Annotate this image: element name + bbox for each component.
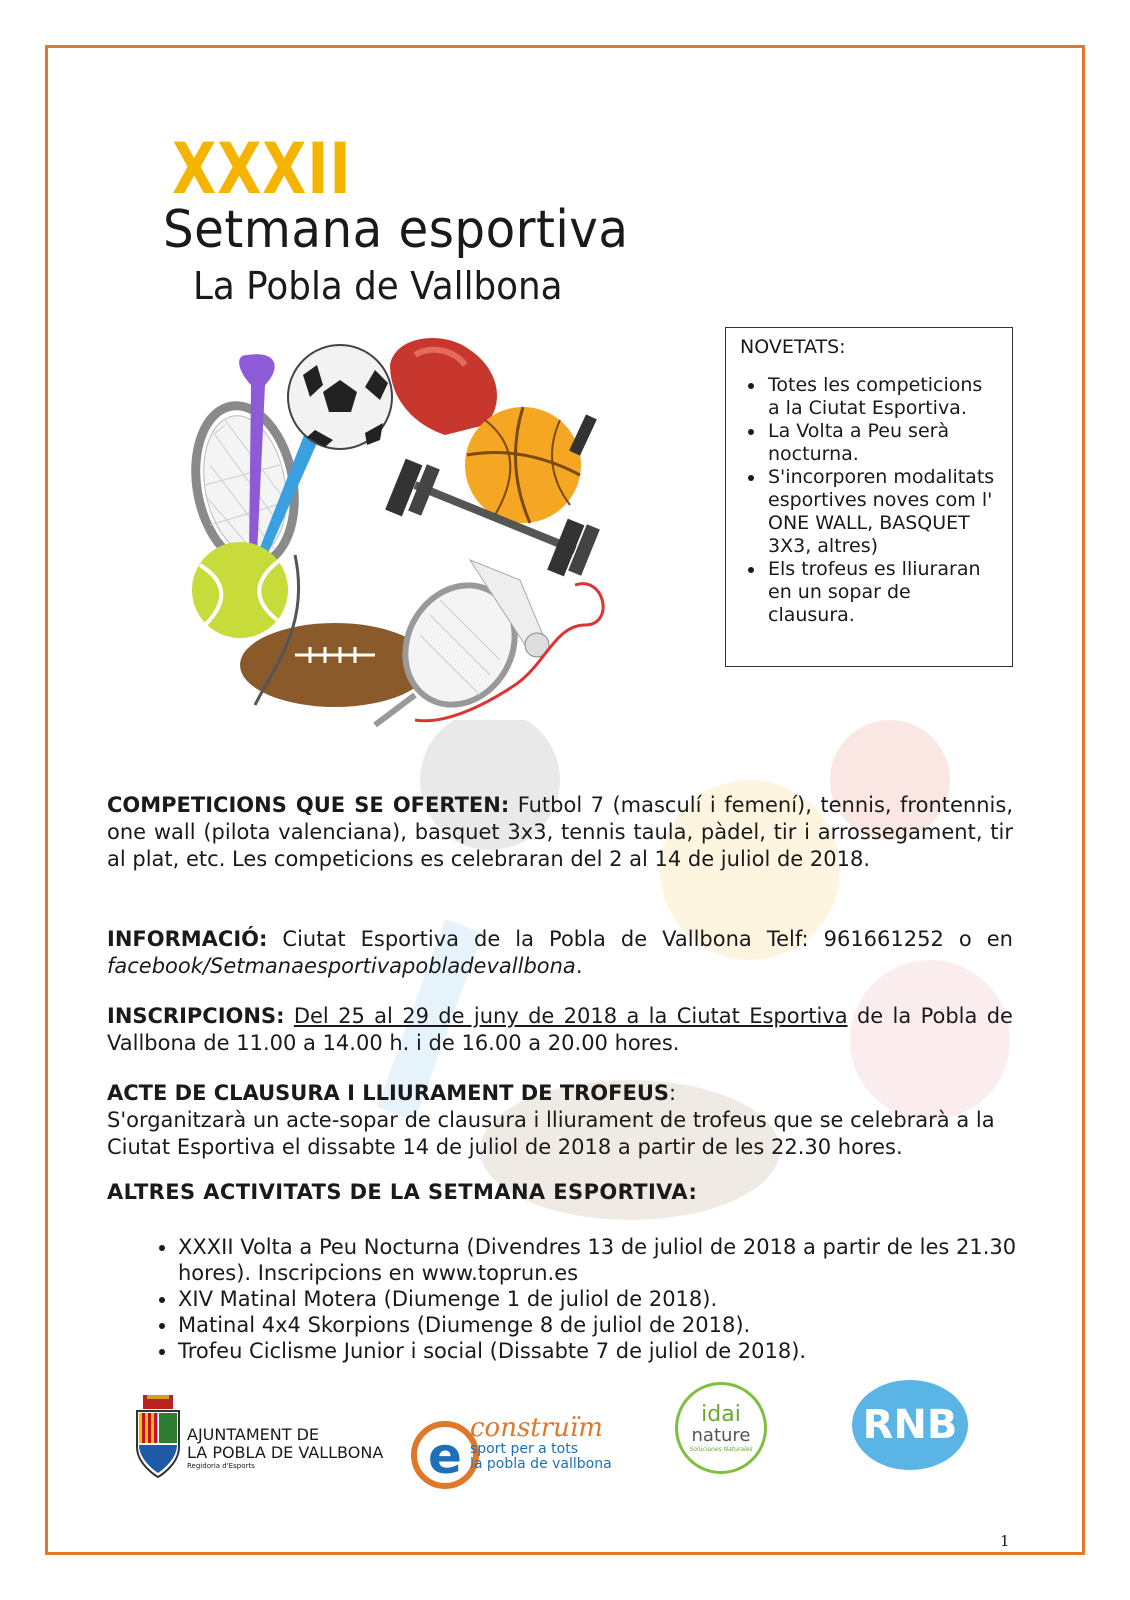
idai-nature-logo xyxy=(675,1382,767,1474)
esport-line2: la pobla de vallbona xyxy=(470,1456,612,1472)
idai-line1: idai xyxy=(701,1402,741,1427)
list-item: • Matinal 4x4 Skorpions (Diumenge 8 de juliol de 2018). xyxy=(178,1312,1038,1338)
inscripcions-text: de la Pobla de Vallbona de 11.00 a 14.00 h. i de 16.00 a 20.00 hores. xyxy=(107,1004,1013,1055)
novetats-heading: NOVETATS: xyxy=(740,336,846,358)
list-item: • XXXII Volta a Peu Nocturna (Divendres 13 de juliol de 2018 a partir de les 21.30 hores). Inscripcions en www.toprun.es xyxy=(178,1234,1038,1286)
list-item: • Trofeu Ciclisme Junior i social (Dissabte 7 de juliol de 2018). xyxy=(178,1338,1038,1364)
sponsor-logos xyxy=(0,1402,1130,1520)
list-item: • La Volta a Peu serà nocturna. xyxy=(766,420,998,466)
rnb-logo xyxy=(852,1380,968,1470)
novetats-list xyxy=(740,374,998,627)
list-item: • S'incorporen modalitats esportives noves com l' ONE WALL, BASQUET 3X3, altres) xyxy=(766,466,998,558)
tennis-ball-icon xyxy=(192,542,288,638)
list-item: • Els trofeus es lliuraran en un sopar de clausura. xyxy=(766,558,998,627)
clausura-paragraph xyxy=(107,1080,1013,1161)
boxing-glove-icon xyxy=(390,338,497,435)
esport-line1: sport per a tots xyxy=(470,1441,579,1457)
clausura-text: S'organitzarà un acte-sopar de clausura i lliurament de trofeus que se celebrarà a la Ciutat Esportiva el dissabte 14 de juliol de 2018 a partir de les 22.30 hores. xyxy=(107,1108,995,1159)
competicions-text: Futbol 7 (masculí i femení), tennis, frontennis, one wall (pilota valenciana), basquet 3x3, tennis taula, pàdel, tir i arrossegament, tir al plat, etc. Les competicions es celebraran del 2 al 14 de juliol de 2018. xyxy=(107,793,1013,871)
inscripcions-label: INSCRIPCIONS: xyxy=(107,1004,285,1028)
altres-list xyxy=(140,1234,1038,1364)
informacio-label: INFORMACIÓ: xyxy=(107,927,268,951)
inscripcions-dates: Del 25 al 29 de juny de 2018 a la Ciutat Esportiva xyxy=(293,1004,848,1028)
novetats-box xyxy=(725,327,1013,667)
clausura-label: ACTE DE CLAUSURA I LLIURAMENT DE TROFEUS xyxy=(107,1081,670,1105)
page-number: 1 xyxy=(1000,1532,1010,1550)
ajuntament-line2: LA POBLA DE VALLBONA xyxy=(187,1443,384,1462)
basketball-icon xyxy=(465,407,597,523)
informacio-text: Ciutat Esportiva de la Pobla de Vallbona Telf: 961661252 o en xyxy=(267,927,1013,951)
idai-line2: nature xyxy=(691,1425,751,1446)
edition-numeral: XXXII xyxy=(172,128,352,210)
informacio-end: . xyxy=(575,954,583,978)
rugby-ball-icon xyxy=(240,623,430,707)
inscripcions-paragraph xyxy=(107,1003,1013,1057)
ajuntament-logo-text xyxy=(187,1426,383,1471)
altres-heading: ALTRES ACTIVITATS DE LA SETMANA ESPORTIVA: xyxy=(107,1180,698,1204)
sports-illustration xyxy=(185,325,685,735)
coat-of-arms-icon xyxy=(135,1395,181,1479)
soccer-ball-icon xyxy=(288,345,392,449)
facebook-link[interactable]: facebook/Setmanaesportivapobladevallbona xyxy=(107,954,576,978)
ajuntament-line3: Regidoria d'Esports xyxy=(187,1462,255,1470)
page-subtitle: La Pobla de Vallbona xyxy=(193,264,563,308)
ajuntament-line1: AJUNTAMENT DE xyxy=(187,1425,319,1444)
construim-wordmark: construïm xyxy=(470,1413,603,1443)
competicions-label: COMPETICIONS QUE SE OFERTEN: xyxy=(107,793,510,817)
list-item: • XIV Matinal Motera (Diumenge 1 de juliol de 2018). xyxy=(178,1286,1038,1312)
rnb-wordmark: RNB xyxy=(862,1402,958,1448)
competicions-paragraph xyxy=(107,792,1013,873)
page-title: Setmana esportiva xyxy=(163,200,629,260)
list-item: • Totes les competicions a la Ciutat Esportiva. xyxy=(766,374,998,420)
svg-text:e: e xyxy=(428,1427,462,1485)
idai-line3: Soluciones Naturales xyxy=(689,1446,753,1453)
construim-logo-text xyxy=(470,1414,612,1472)
informacio-paragraph xyxy=(107,926,1013,980)
clausura-colon: : xyxy=(669,1081,677,1105)
